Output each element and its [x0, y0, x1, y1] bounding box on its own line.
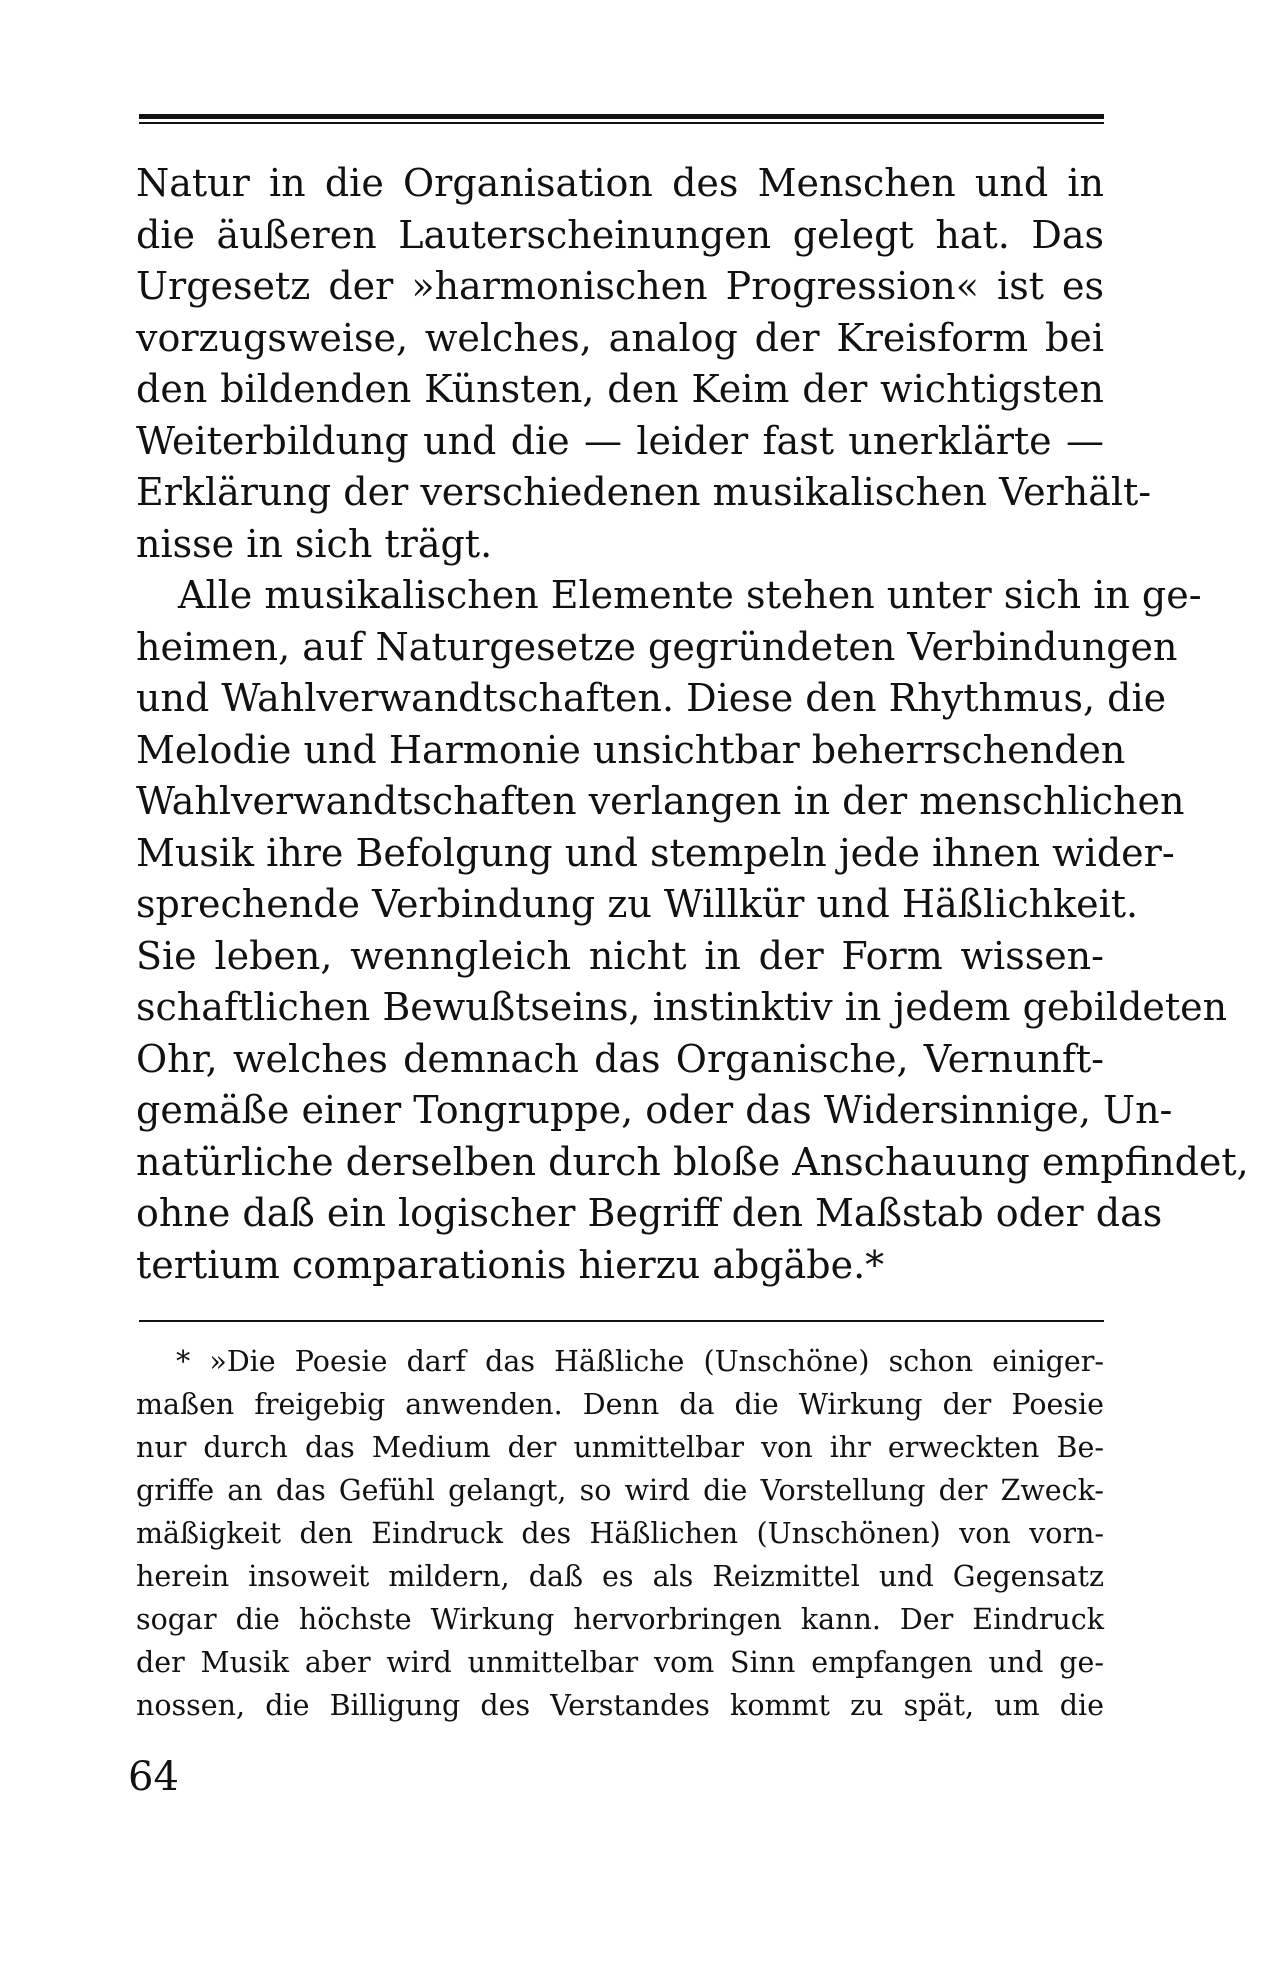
text-line: ohne daß ein logischer Begriff den Maßstab oder das — [136, 1191, 1163, 1235]
text-line: Sie leben, wenngleich nicht in der Form wissen- — [136, 933, 1104, 978]
text-line: Melodie und Harmonie unsichtbar beherrschenden — [136, 727, 1126, 772]
footnote-line: griffe an das Gefühl gelangt, so wird die Vorstellung der Zweck- — [136, 1474, 1104, 1507]
text-line: Ohr, welches demnach das Organische, Vernunft- — [136, 1036, 1104, 1081]
footnote-line: * »Die Poesie darf das Häßliche (Unschöne) schon einiger- — [176, 1345, 1104, 1378]
header-double-rule — [139, 114, 1104, 124]
text-line: Weiterbildung und die — leider fast unerklärte — — [136, 418, 1104, 463]
paragraph-start-line: Alle musikalischen Elemente stehen unter sich in ge- — [178, 573, 1202, 617]
footnote-line: mäßigkeit den Eindruck des Häßlichen (Unschönen) von vorn- — [136, 1517, 1104, 1550]
footnote-line: nossen, die Billigung des Verstandes kommt zu spät, um die — [136, 1689, 1104, 1722]
text-line: gemäße einer Tongruppe, oder das Widersinnige, Un- — [136, 1088, 1173, 1132]
text-line: Erklärung der verschiedenen musikalischen Verhält- — [136, 470, 1152, 514]
text-line: den bildenden Künsten, den Keim der wichtigsten — [136, 367, 1104, 411]
text-line: Natur in die Organisation des Menschen und in — [136, 161, 1104, 205]
text-line: die äußeren Lauterscheinungen gelegt hat. Das — [136, 212, 1104, 257]
text-line: nisse in sich trägt. — [136, 521, 493, 566]
text-line: Musik ihre Befolgung und stempeln jede ihnen wider- — [136, 830, 1175, 875]
text-line: natürliche derselben durch bloße Anschauung empfindet, — [136, 1139, 1249, 1184]
text-line: sprechende Verbindung zu Willkür und Häßlichkeit. — [136, 882, 1139, 926]
text-line: und Wahlverwandtschaften. Diese den Rhythmus, die — [136, 676, 1167, 720]
text-line: vorzugsweise, welches, analog der Kreisform bei — [136, 315, 1104, 360]
footnote-separator — [139, 1320, 1104, 1322]
footnote — [136, 1340, 1104, 1727]
text-line: tertium comparationis hierzu abgäbe.* — [136, 1242, 885, 1287]
text-line: Wahlverwandtschaften verlangen in der menschlichen — [136, 779, 1185, 823]
page-number: 64 — [128, 1754, 179, 1800]
text-line: schaftlichen Bewußtseins, instinktiv in jedem gebildeten — [136, 985, 1228, 1029]
main-text — [136, 158, 1249, 1291]
text-line: heimen, auf Naturgesetze gegründeten Verbindungen — [136, 624, 1178, 669]
footnote-line: nur durch das Medium der unmittelbar von ihr erweckten Be- — [136, 1431, 1104, 1464]
footnote-line: sogar die höchste Wirkung hervorbringen kann. Der Eindruck — [136, 1603, 1104, 1636]
text-line: Urgesetz der »harmonischen Progression« ist es — [136, 264, 1104, 308]
footnote-line: herein insoweit mildern, daß es als Reizmittel und Gegensatz — [136, 1560, 1104, 1593]
footnote-line: der Musik aber wird unmittelbar vom Sinn empfangen und ge- — [136, 1646, 1104, 1679]
footnote-line: maßen freigebig anwenden. Denn da die Wirkung der Poesie — [136, 1388, 1104, 1421]
